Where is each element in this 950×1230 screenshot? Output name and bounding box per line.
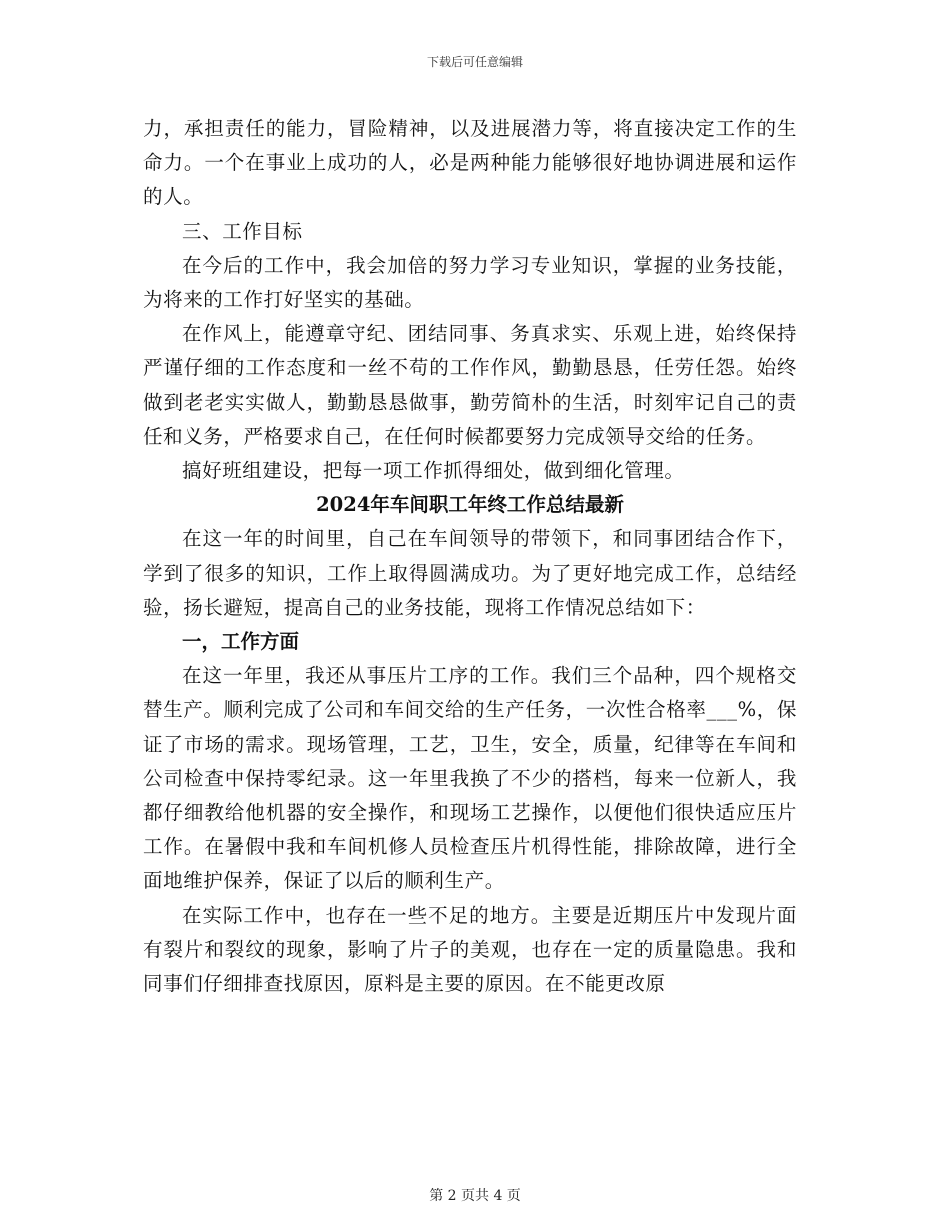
paragraph-work-style: 在作风上，能遵章守纪、团结同事、务真求实、乐观上进，始终保持严谨仔细的工作态度和一丝不苟的工作作风，勤勤恳恳，任劳任怨。始终做到老老实实做人，勤勤恳恳做事，勤劳简朴的生活，时刻牢记自己的责任和义务，严格要求自己，在任何时候都要努力完成领导交给的任务。: [143, 322, 797, 448]
paragraph-goal-study: 在今后的工作中，我会加倍的努力学习专业知识，掌握的业务技能，为将来的工作打好坚实的基础。: [143, 253, 797, 312]
page-footer: 第 2 页共 4 页: [429, 1188, 521, 1204]
document-title: 2024年车间职工年终工作总结最新: [316, 493, 624, 517]
paragraph-team-building: 搞好班组建设，把每一项工作抓得细处，做到细化管理。: [182, 459, 685, 483]
document-body: [143, 112, 797, 1001]
paragraph-intro: 在这一年的时间里，自己在车间领导的带领下，和同事团结合作下，学到了很多的知识，工作上取得圆满成功。为了更好地完成工作，总结经验，扬长避短，提高自己的业务技能，现将工作情况总结如下：: [143, 527, 797, 619]
paragraph-work-details: 在这一年里，我还从事压片工序的工作。我们三个品种，四个规格交替生产。顺利完成了公司和车间交给的生产任务，一次性合格率___%，保证了市场的需求。现场管理，工艺，卫生，安全，质量，纪律等在车间和公司检查中保持零纪录。这一年里我换了不少的搭档，每来一位新人，我都仔细教给他机器的安全操作，和现场工艺操作，以便他们很快适应压片工作。在暑假中我和车间机修人员检查压片机得性能，排除故障，进行全面地维护保养，保证了以后的顺利生产。: [143, 664, 797, 893]
paragraph-shortcomings: 在实际工作中，也存在一些不足的地方。主要是近期压片中发现片面有裂片和裂纹的现象，影响了片子的美观，也存在一定的质量隐患。我和同事们仔细排查找原因，原料是主要的原因。在不能更改原: [143, 903, 797, 996]
section-heading-work: 一，工作方面: [182, 630, 300, 654]
section-heading-goals: 三、工作目标: [182, 219, 303, 243]
page-header: 下载后可任意编辑: [426, 55, 523, 69]
paragraph-continuation: 力，承担责任的能力，冒险精神，以及进展潜力等，将直接决定工作的生命力。一个在事业上成功的人，必是两种能力能够很好地协调进展和运作的人。: [143, 117, 797, 209]
